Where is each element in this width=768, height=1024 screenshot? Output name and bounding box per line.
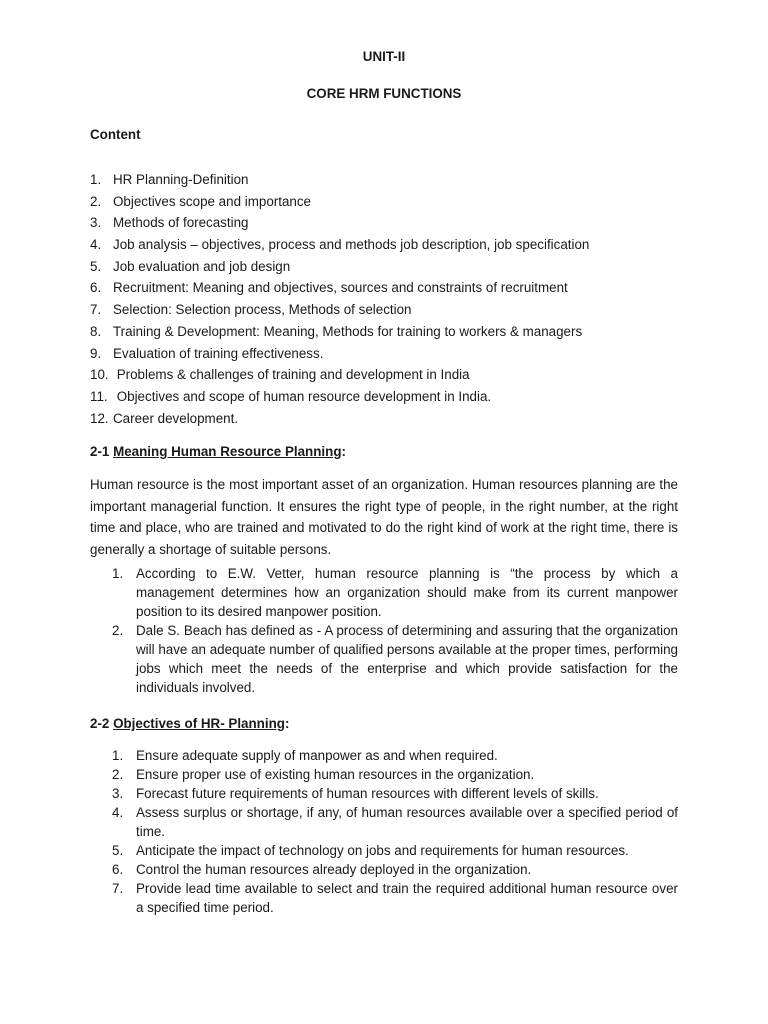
definition-item bbox=[112, 621, 678, 697]
definition-number: 2. bbox=[112, 623, 124, 638]
content-item-text: Career development. bbox=[113, 410, 239, 426]
content-item bbox=[90, 277, 589, 299]
definition-number: 1. bbox=[112, 566, 124, 581]
objective-text: Assess surplus or shortage, if any, of human resources available over a specified period of time. bbox=[136, 805, 678, 839]
content-item-number: 8. bbox=[90, 323, 102, 339]
objective-item bbox=[112, 746, 678, 765]
content-item bbox=[90, 321, 589, 343]
content-item-text: Methods of forecasting bbox=[113, 215, 249, 231]
chapter-title: CORE HRM FUNCTIONS bbox=[306, 86, 462, 101]
unit-title: UNIT-II bbox=[362, 49, 406, 64]
content-item bbox=[90, 408, 589, 430]
content-item-number: 7. bbox=[90, 302, 102, 318]
section-number: 2-1 bbox=[90, 444, 114, 459]
objective-item bbox=[112, 803, 678, 841]
content-item-number: 3. bbox=[90, 215, 102, 231]
objective-number: 7. bbox=[112, 881, 124, 896]
content-item bbox=[90, 386, 589, 408]
content-item bbox=[90, 364, 589, 386]
content-item-text: Training & Development: Meaning, Methods for training to workers & managers bbox=[113, 323, 583, 339]
content-item bbox=[90, 299, 589, 321]
objective-number: 6. bbox=[112, 862, 124, 877]
objective-number: 1. bbox=[112, 748, 124, 763]
objective-text: Ensure proper use of existing human resources in the organization. bbox=[136, 767, 535, 782]
definition-text: According to E.W. Vetter, human resource planning is “the process by which a management determines how an organization should make from its current manpower position to its desired manpower position. bbox=[136, 566, 678, 619]
objective-text: Control the human resources already deployed in the organization. bbox=[136, 862, 532, 877]
section-suffix: : bbox=[284, 716, 290, 731]
objective-item bbox=[112, 784, 678, 803]
objective-number: 2. bbox=[112, 767, 124, 782]
objective-number: 3. bbox=[112, 786, 124, 801]
objectives-list bbox=[112, 746, 678, 917]
content-item-number: 11. bbox=[90, 388, 108, 404]
content-item-number: 2. bbox=[90, 193, 102, 209]
content-item-text: Objectives and scope of human resource development in India. bbox=[113, 388, 492, 404]
objective-text: Anticipate the impact of technology on jobs and requirements for human resources. bbox=[136, 843, 629, 858]
content-item bbox=[90, 256, 589, 278]
content-item-text: Objectives scope and importance bbox=[113, 193, 311, 209]
content-item-number: 4. bbox=[90, 237, 102, 253]
content-item-text: HR Planning-Definition bbox=[113, 172, 249, 187]
section-number: 2-2 bbox=[90, 716, 114, 731]
content-item bbox=[90, 169, 589, 191]
content-item-number: 12. bbox=[90, 410, 109, 426]
content-item bbox=[90, 343, 589, 365]
content-item-text: Problems & challenges of training and development in India bbox=[113, 367, 470, 383]
content-item-number: 9. bbox=[90, 345, 102, 361]
content-item-number: 1. bbox=[90, 172, 102, 187]
definition-item bbox=[112, 564, 678, 621]
content-item-text: Selection: Selection process, Methods of selection bbox=[113, 302, 412, 318]
definition-list bbox=[112, 564, 678, 697]
section-title: Meaning Human Resource Planning bbox=[113, 444, 342, 459]
content-item-text: Job evaluation and job design bbox=[113, 258, 291, 274]
section-suffix: : bbox=[341, 444, 346, 459]
objective-item bbox=[112, 860, 678, 879]
objective-text: Forecast future requirements of human resources with different levels of skills. bbox=[136, 786, 599, 801]
content-item-number: 10. bbox=[90, 367, 109, 383]
content-list bbox=[90, 169, 589, 429]
content-item bbox=[90, 234, 589, 256]
objective-item bbox=[112, 841, 678, 860]
content-item bbox=[90, 212, 589, 234]
section-heading-objectives bbox=[90, 716, 289, 731]
hr-planning-paragraph: Human resource is the most important asset of an organization. Human resources planning are the important managerial function. It ensures the right type of people, in the right number, at the right time and place, who are trained and motivated to do the right kind of work at the right time, there is generally a shortage of suitable persons. bbox=[90, 477, 678, 557]
section-title: Objectives of HR- Planning bbox=[113, 716, 285, 731]
content-item-number: 6. bbox=[90, 280, 102, 296]
content-item-text: Evaluation of training effectiveness. bbox=[113, 345, 324, 361]
objective-item bbox=[112, 765, 678, 784]
objective-number: 4. bbox=[112, 805, 124, 820]
content-heading: Content bbox=[90, 127, 141, 142]
section-heading-hr-planning bbox=[90, 444, 346, 459]
content-item-text: Recruitment: Meaning and objectives, sources and constraints of recruitment bbox=[113, 280, 568, 296]
content-item-number: 5. bbox=[90, 258, 102, 274]
content-item-text: Job analysis – objectives, process and methods job description, job specification bbox=[113, 237, 590, 253]
objective-number: 5. bbox=[112, 843, 124, 858]
definition-text: Dale S. Beach has defined as - A process of determining and assuring that the organization will have an adequate number of qualified persons available at the proper times, performing jobs which meet the needs of the enterprise and which provide satisfaction for the individuals involved. bbox=[136, 623, 678, 695]
objective-item bbox=[112, 879, 678, 917]
objective-text: Ensure adequate supply of manpower as and when required. bbox=[136, 748, 498, 763]
content-item bbox=[90, 191, 589, 213]
objective-text: Provide lead time available to select and train the required additional human resource over a specified time period. bbox=[136, 881, 678, 915]
